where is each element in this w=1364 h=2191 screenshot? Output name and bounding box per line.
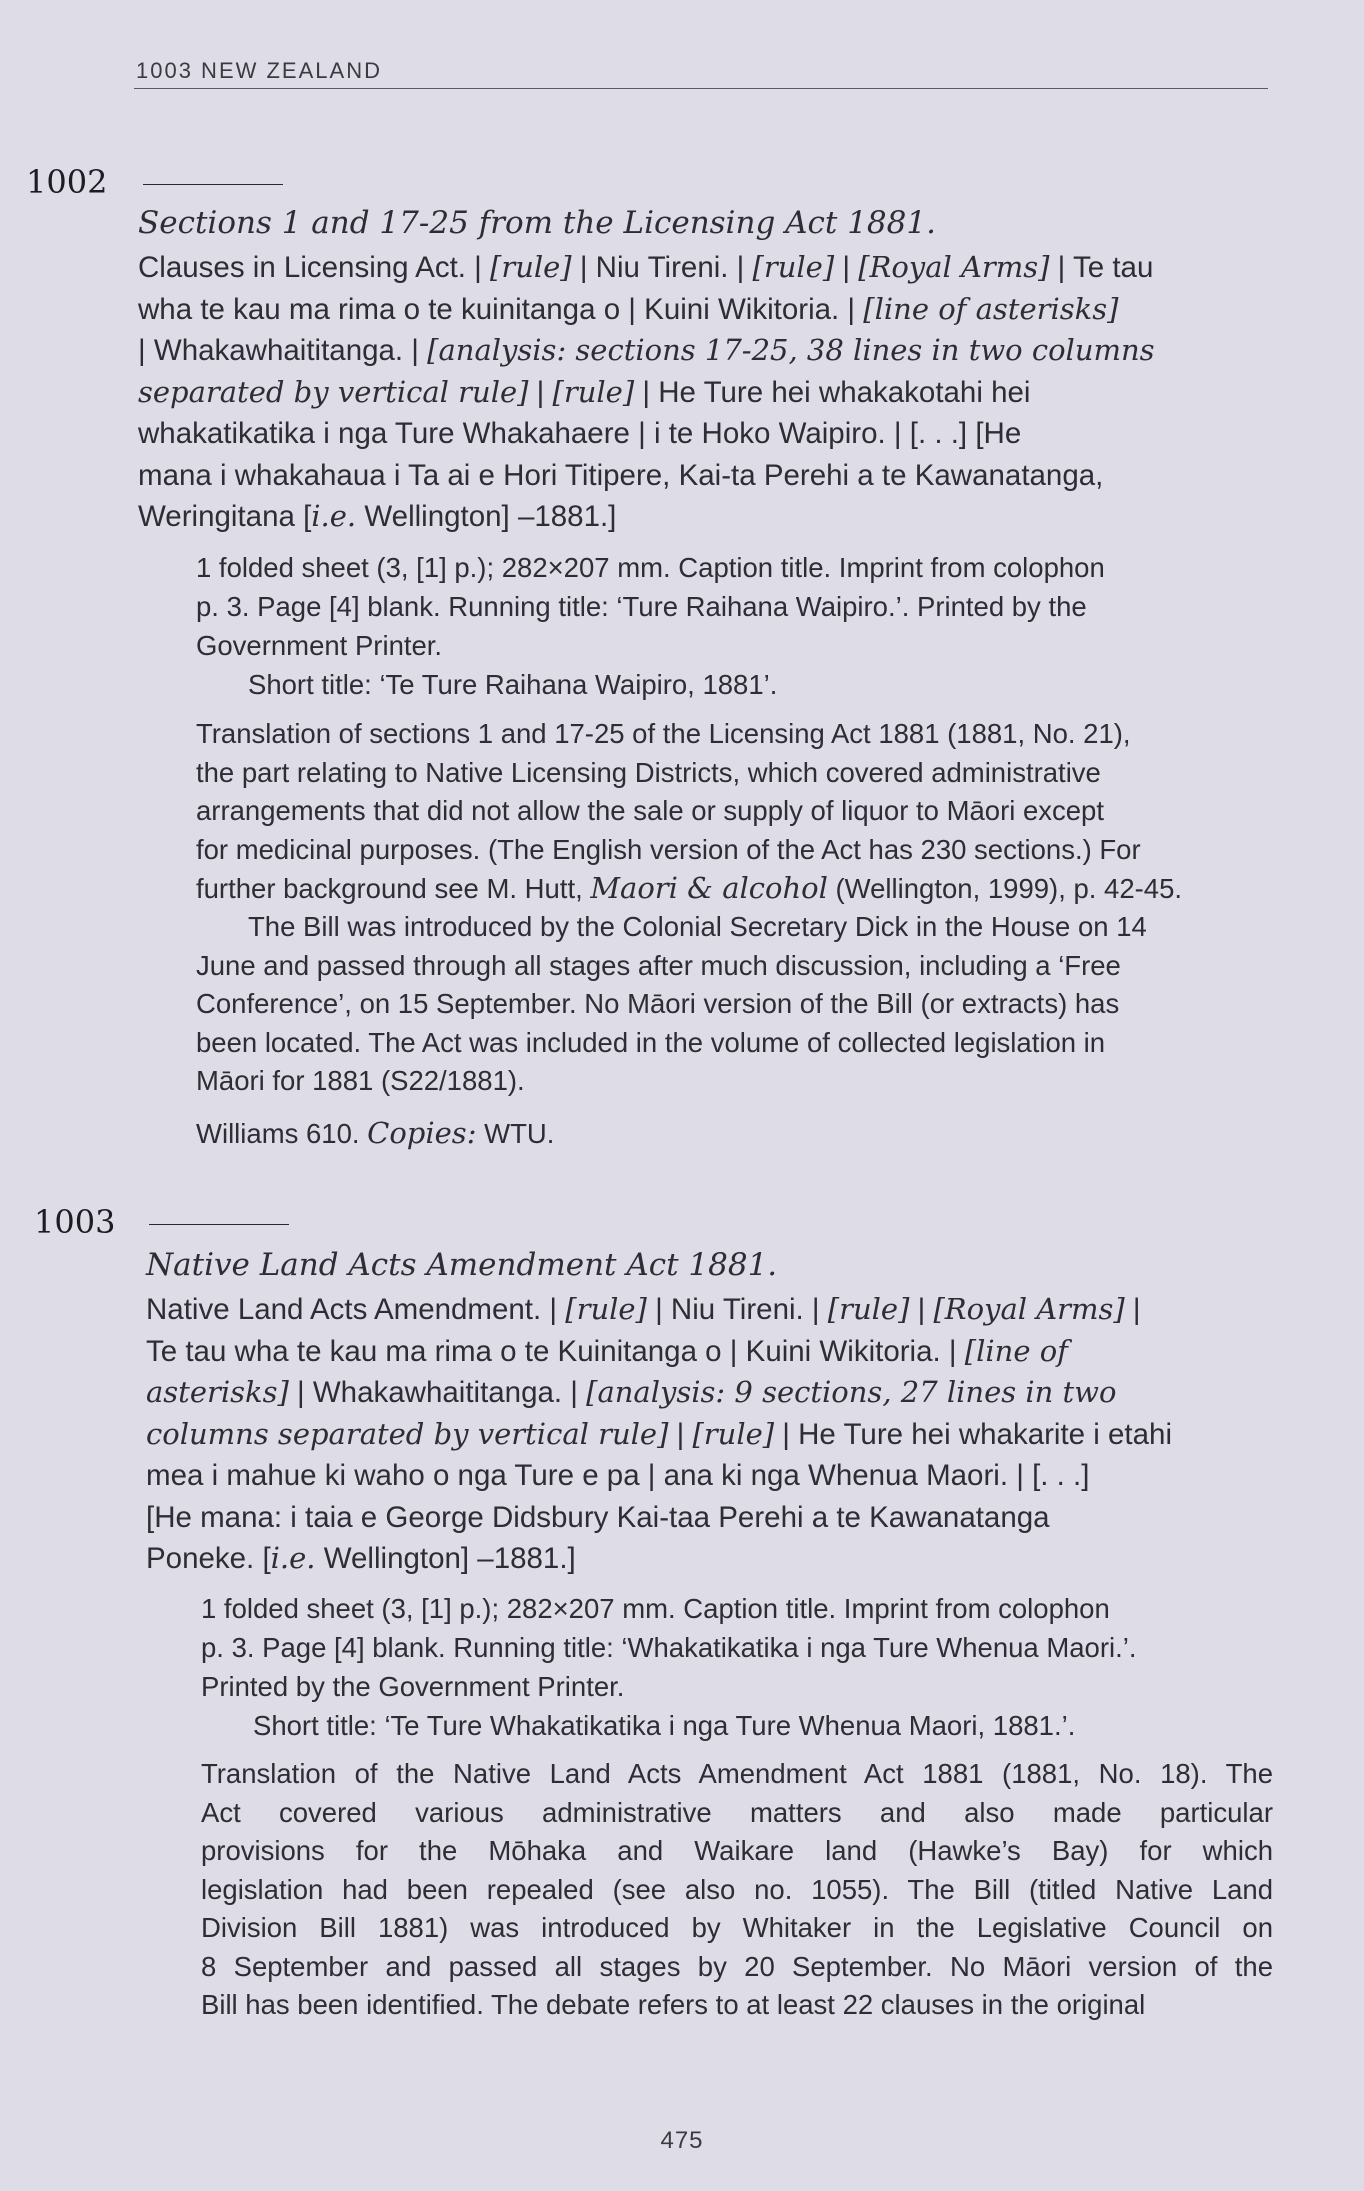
italic-run: i.e.: [311, 499, 357, 533]
text-run: arrangements that did not allow the sale or supply of liquor to Māori except: [196, 795, 1104, 826]
text-run: the part relating to Native Licensing Districts, which covered administrative: [196, 756, 1101, 788]
text-run: |: [834, 251, 859, 284]
text-line: [196, 1114, 1268, 1154]
text-run: Williams 610.: [196, 1118, 368, 1149]
italic-run: [rule]: [552, 374, 635, 409]
physical-line: 1 folded sheet (3, [1] p.); 282×207 mm. Caption title. Imprint from colophon: [196, 552, 1105, 583]
text-line: [201, 1871, 1273, 1910]
text-run: whakatikatika i nga Ture Whakahaere | i te Hoko Waipiro. | [. . .] [He: [138, 417, 1022, 450]
text-line: [201, 1948, 1273, 1987]
physical-description: [196, 548, 1268, 704]
text-run: Poneke. [: [146, 1542, 271, 1575]
italic-run: [line of: [964, 1333, 1068, 1368]
text-run: Division Bill 1881) was introduced by Whitaker in the Legislative Council on: [201, 1912, 1273, 1943]
entry-rule: [149, 1224, 289, 1225]
text-run: (Wellington, 1999), p. 42-45.: [827, 873, 1183, 904]
entry-number: 1002: [26, 163, 108, 201]
text-run: 8 September and passed all stages by 20 September. No Māori version of the: [201, 1950, 1273, 1982]
text-run: mea i mahue ki waho o nga Ture e pa | ana ki nga Whenua Maori. | [. . .]: [146, 1459, 1090, 1492]
text-run: mana i whakahaua i Ta ai e Hori Titipere, Kai-ta Perehi a te Kawanatanga,: [138, 458, 1104, 492]
text-run: | Whakawhaititanga. |: [138, 334, 428, 367]
text-run: | He Ture hei whakakotahi hei: [634, 375, 1031, 409]
entry-number: 1003: [34, 1203, 116, 1241]
header-rule: [134, 88, 1268, 89]
entry-note: [201, 1755, 1273, 2025]
text-run: Clauses in Licensing Act. |: [138, 251, 491, 284]
physical-line: p. 3. Page [4] blank. Running title: ‘Whakatikatika i nga Ture Whenua Maori.’.: [201, 1632, 1137, 1663]
text-line: [201, 1832, 1273, 1871]
text-run: legislation had been repealed (see also no. 1055). The Bill (titled Native Land: [201, 1873, 1273, 1905]
text-line: [201, 1794, 1273, 1833]
text-run: |: [668, 1417, 693, 1451]
text-run: Bill has been identified. The debate refers to at least 22 clauses in the original: [201, 1989, 1146, 2020]
text-run: Translation of sections 1 and 17-25 of the Licensing Act 1881 (1881, No. 21),: [196, 718, 1131, 749]
text-run: [He mana: i taia e George Didsbury Kai-taa Perehi a te Kawanatanga: [146, 1500, 1050, 1534]
text-line: [146, 1414, 1268, 1456]
note-line: Conference’, on 15 September. No Māori version of the Bill (or extracts) has: [196, 988, 1120, 1019]
physical-description: [201, 1589, 1271, 1745]
text-line: [138, 330, 1268, 372]
entry-title: Sections 1 and 17-25 from the Licensing Act 1881.: [138, 205, 936, 241]
note-line: been located. The Act was included in the volume of collected legislation in: [196, 1026, 1106, 1058]
text-line: [138, 289, 1268, 331]
entry-note-continued: [196, 908, 1268, 1101]
text-run: Te tau wha te kau ma rima o te Kuinitanga o | Kuini Wikitoria. |: [146, 1334, 965, 1368]
text-run: |: [1124, 1293, 1141, 1326]
note-line: Māori for 1881 (S22/1881).: [196, 1065, 525, 1096]
page-number: 475: [660, 2127, 704, 2154]
text-run: Translation of the Native Land Acts Amendment Act 1881 (1881, No. 18). The: [201, 1758, 1273, 1789]
italic-run: separated by vertical rule]: [138, 374, 529, 409]
text-run: Native Land Acts Amendment. |: [146, 1293, 566, 1326]
text-line: [138, 496, 1268, 538]
text-run: | Niu Tireni. |: [571, 251, 753, 284]
italic-run: [rule]: [565, 1292, 647, 1326]
text-run: | He Ture hei whakarite i etahi: [774, 1417, 1172, 1451]
text-line: [138, 455, 1268, 497]
note-line: The Bill was introduced by the Colonial Secretary Dick in the House on 14: [248, 911, 1147, 942]
italic-run: [Royal Arms]: [933, 1292, 1125, 1326]
italic-run: [rule]: [490, 250, 572, 284]
text-run: |: [528, 375, 553, 409]
text-line: [146, 1538, 1268, 1580]
italic-run: [rule]: [692, 1416, 775, 1451]
text-line: [146, 1497, 1268, 1539]
text-line: [196, 715, 1268, 754]
short-title: Short title: ‘Te Ture Whakatikatika i nga Ture Whenua Maori, 1881.’.: [253, 1710, 1076, 1741]
italic-run: [line of asterisks]: [863, 291, 1119, 326]
physical-line: 1 folded sheet (3, [1] p.); 282×207 mm. Caption title. Imprint from colophon: [201, 1593, 1110, 1624]
text-run: Weringitana [: [138, 500, 312, 533]
text-run: provisions for the Mōhaka and Waikare land (Hawke’s Bay) for which: [201, 1835, 1273, 1866]
text-line: [146, 1455, 1268, 1497]
text-run: | Niu Tireni. |: [646, 1293, 828, 1326]
text-line: [201, 1986, 1273, 2025]
text-line: [196, 869, 1268, 909]
text-line: [146, 1372, 1268, 1414]
text-line: [201, 1909, 1273, 1948]
text-line: [146, 1289, 1268, 1331]
short-title: Short title: ‘Te Ture Raihana Waipiro, 1881’.: [248, 669, 778, 700]
note-line: June and passed through all stages after much discussion, including a ‘Free: [196, 949, 1121, 981]
references: [196, 1114, 1268, 1154]
text-line: [146, 1331, 1268, 1373]
text-run: | Whakawhaititanga. |: [288, 1376, 587, 1409]
text-run: for medicinal purposes. (The English version of the Act has 230 sections.) For: [196, 833, 1141, 865]
text-line: [138, 413, 1268, 455]
italic-run: [analysis: sections 17-25, 38 lines in two columns: [427, 333, 1155, 367]
text-run: WTU.: [476, 1118, 555, 1149]
italic-run: asterisks]: [146, 1375, 289, 1409]
entry-title: Native Land Acts Amendment Act 1881.: [146, 1247, 778, 1283]
italic-run: Copies:: [367, 1116, 477, 1150]
physical-line: Printed by the Government Printer.: [201, 1671, 625, 1702]
text-run: | Te tau: [1049, 251, 1154, 284]
italic-run: [analysis: 9 sections, 27 lines in two: [586, 1375, 1117, 1409]
text-line: [138, 372, 1268, 414]
running-head: 1003 NEW ZEALAND: [136, 58, 382, 83]
text-run: Act covered various administrative matters and also made particular: [201, 1796, 1273, 1828]
text-run: Wellington] –1881.]: [315, 1542, 576, 1575]
italic-run: i.e.: [270, 1541, 316, 1575]
text-line: [196, 754, 1268, 793]
text-run: Wellington] –1881.]: [356, 500, 617, 533]
italic-run: columns separated by vertical rule]: [146, 1416, 669, 1451]
italic-run: [rule]: [752, 250, 835, 284]
italic-run: [Royal Arms]: [858, 250, 1050, 284]
title-transcription: [138, 247, 1268, 538]
text-run: wha te kau ma rima o te kuinitanga o | Kuini Wikitoria. |: [138, 292, 864, 326]
text-run: further background see M. Hutt,: [196, 873, 591, 904]
entry-note: [196, 715, 1268, 909]
text-line: [196, 831, 1268, 870]
entry-rule: [143, 184, 283, 185]
text-line: [201, 1755, 1273, 1794]
physical-line: Government Printer.: [196, 630, 443, 661]
text-run: |: [909, 1293, 934, 1326]
physical-line: p. 3. Page [4] blank. Running title: ‘Ture Raihana Waipiro.’. Printed by the: [196, 591, 1087, 622]
text-line: [196, 792, 1268, 831]
italic-run: [rule]: [827, 1292, 910, 1326]
italic-run: Maori & alcohol: [590, 871, 828, 905]
title-transcription: [146, 1289, 1268, 1580]
text-line: [138, 247, 1268, 289]
